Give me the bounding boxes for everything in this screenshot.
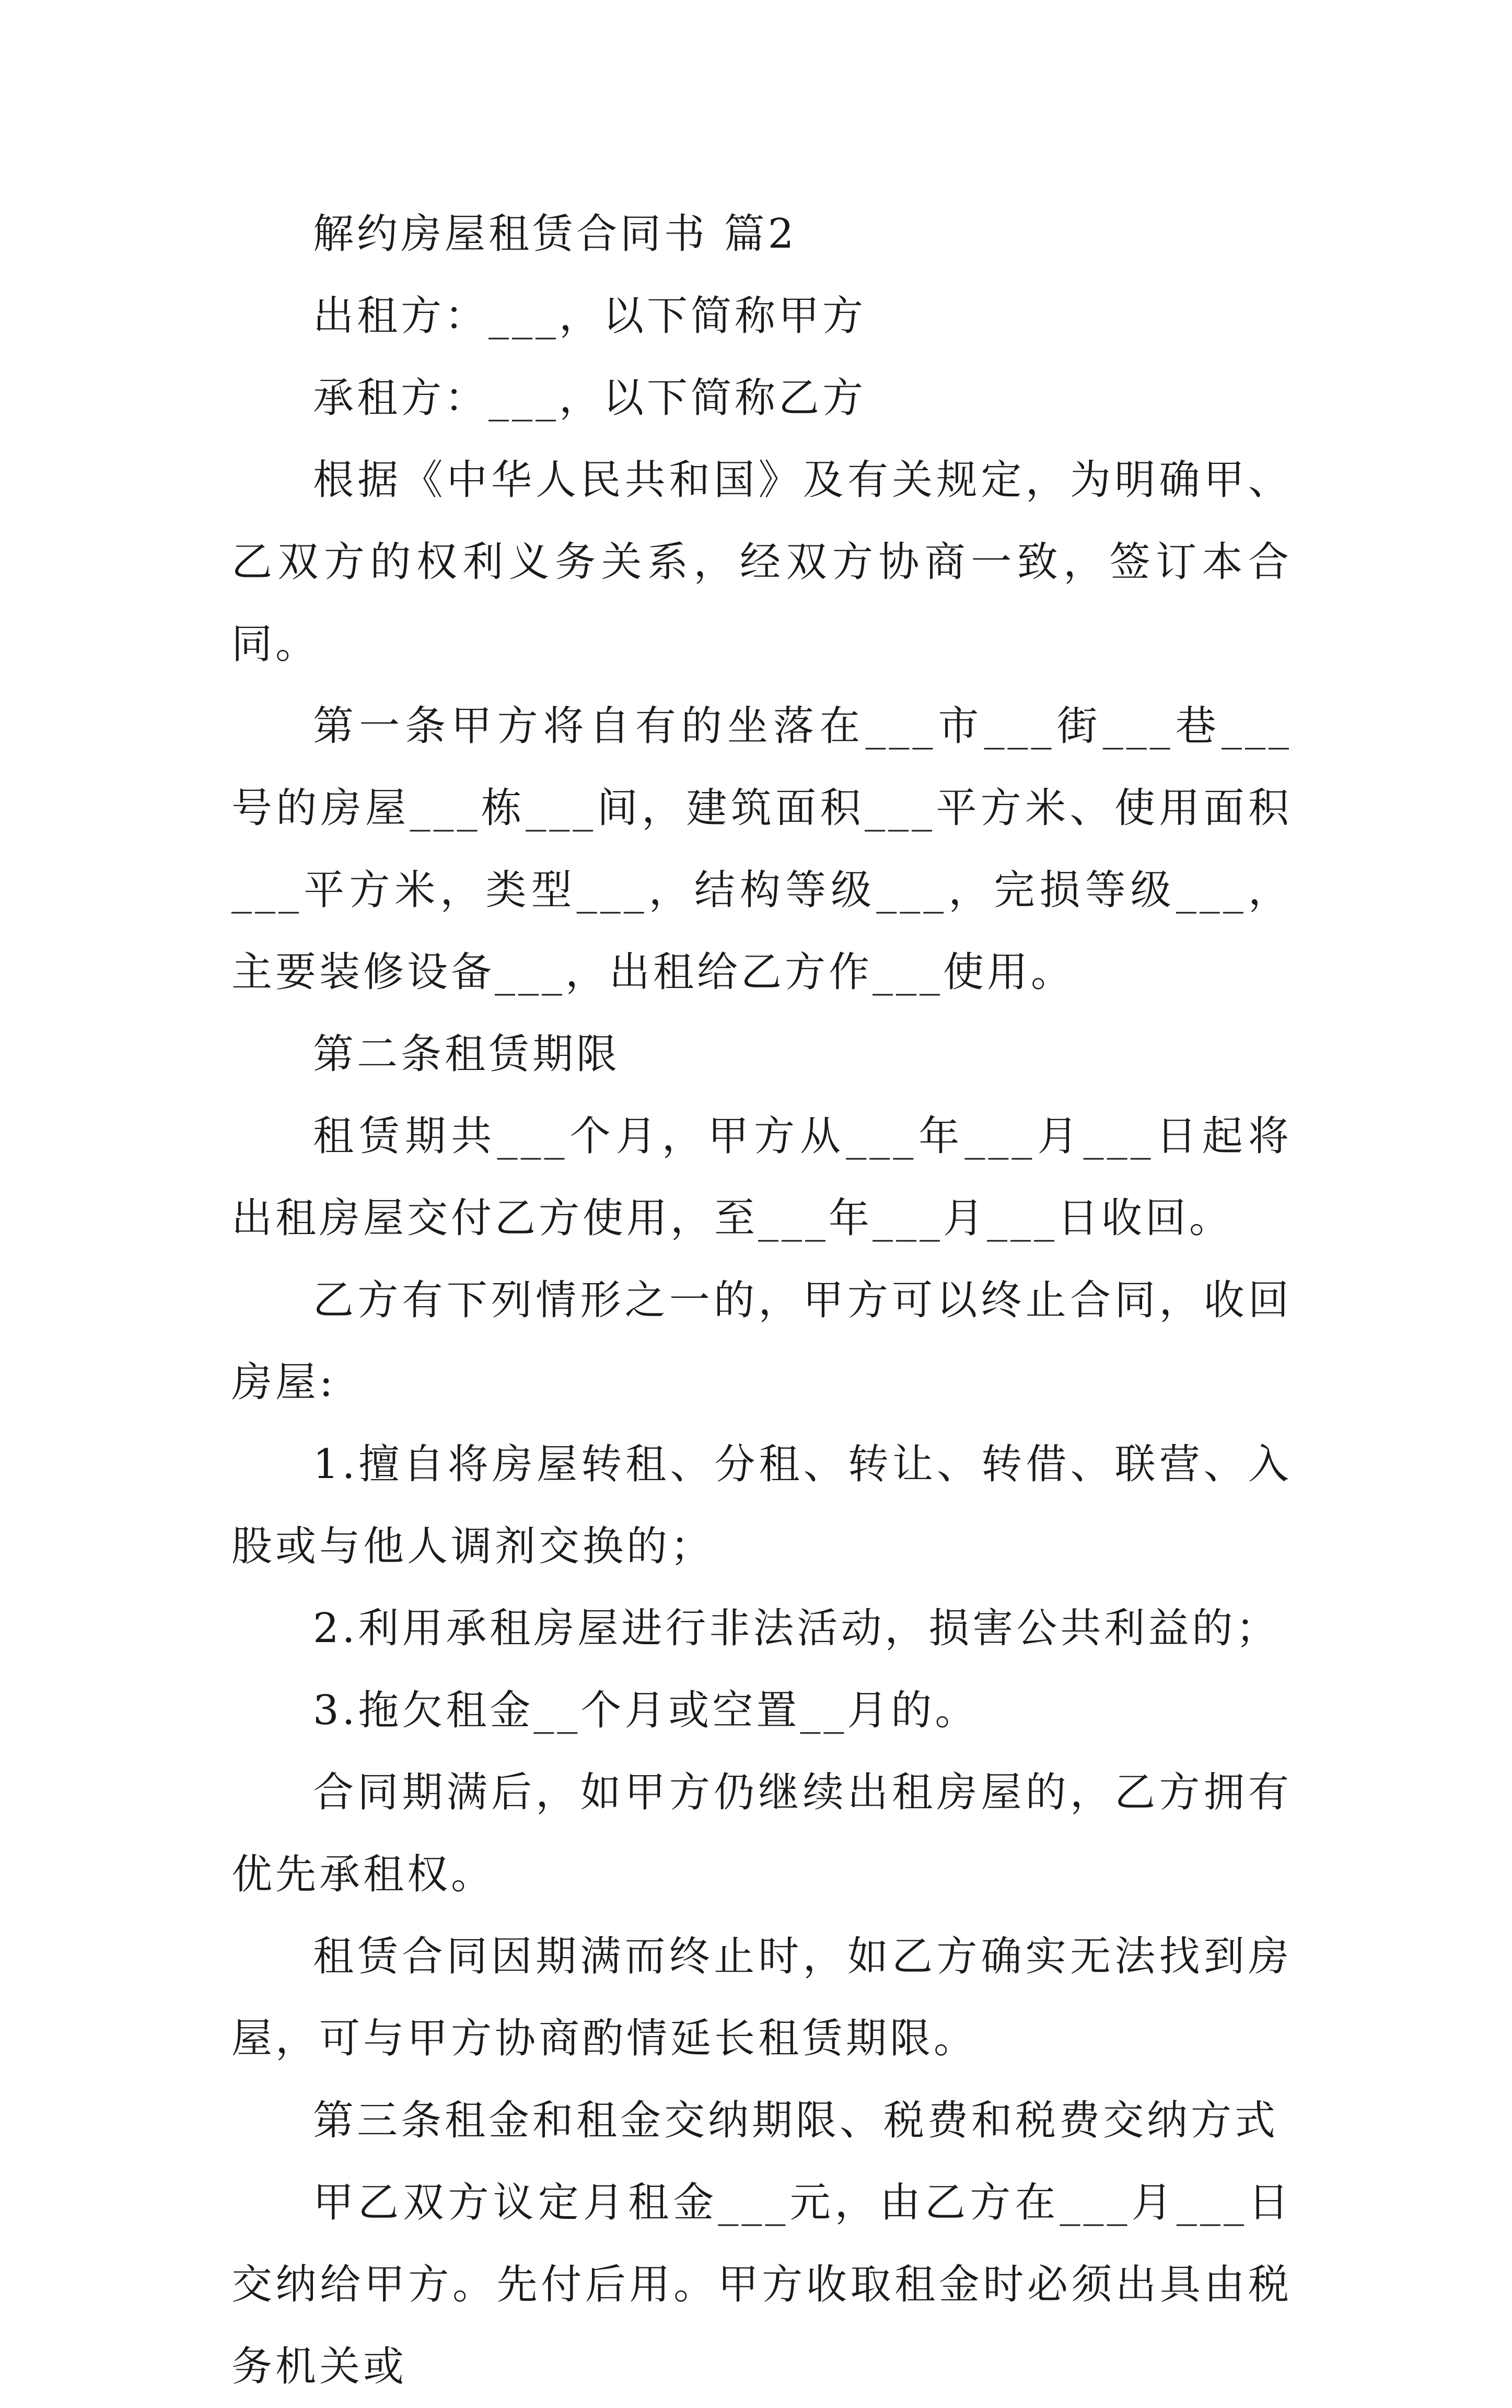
rent-payment-paragraph: 甲乙双方议定月租金___元，由乙方在___月___日交纳给甲方。先付后用。甲方收取租金时必须出具由税务机关或: [231, 2179, 1292, 2390]
document-body: [231, 193, 1292, 2408]
article-2-heading: 第二条租赁期限: [313, 1031, 621, 1078]
lessee-line: 承租方：___，以下简称乙方: [313, 375, 867, 422]
termination-conditions-intro: 乙方有下列情形之一的，甲方可以终止合同，收回房屋:: [231, 1277, 1292, 1406]
termination-item-2: 2.利用承租房屋进行非法活动，损害公共利益的；: [313, 1605, 1280, 1652]
extension-paragraph: 租赁合同因期满而终止时，如乙方确实无法找到房屋，可与甲方协商酌情延长租赁期限。: [231, 1933, 1292, 2062]
lessor-line: 出租方：___，以下简称甲方: [313, 293, 867, 340]
termination-item-1: 1.擅自将房屋转租、分租、转让、转借、联营、入股或与他人调剂交换的；: [231, 1441, 1292, 1570]
preamble-paragraph: 根据《中华人民共和国》及有关规定，为明确甲、乙双方的权利义务关系，经双方协商一致，签订本合同。: [231, 457, 1292, 668]
lease-term-paragraph: 租赁期共___个月，甲方从___年___月___日起将出租房屋交付乙方使用，至___年___月___日收回。: [231, 1113, 1292, 1242]
document-title: 解约房屋租赁合同书 篇2: [313, 211, 797, 258]
article-3-heading: 第三条租金和租金交纳期限、税费和税费交纳方式: [313, 2097, 1279, 2144]
renewal-priority-paragraph: 合同期满后，如甲方仍继续出租房屋的，乙方拥有优先承租权。: [231, 1769, 1292, 1898]
article-1-paragraph: 第一条甲方将自有的坐落在___市___街___巷___号的房屋___栋___间，建筑面积___平方米、使用面积___平方米，类型___，结构等级___，完损等级___，主要装修设备___，出租给乙方作___使用。: [231, 703, 1292, 996]
termination-item-3: 3.拖欠租金__个月或空置__月的。: [313, 1687, 979, 1734]
